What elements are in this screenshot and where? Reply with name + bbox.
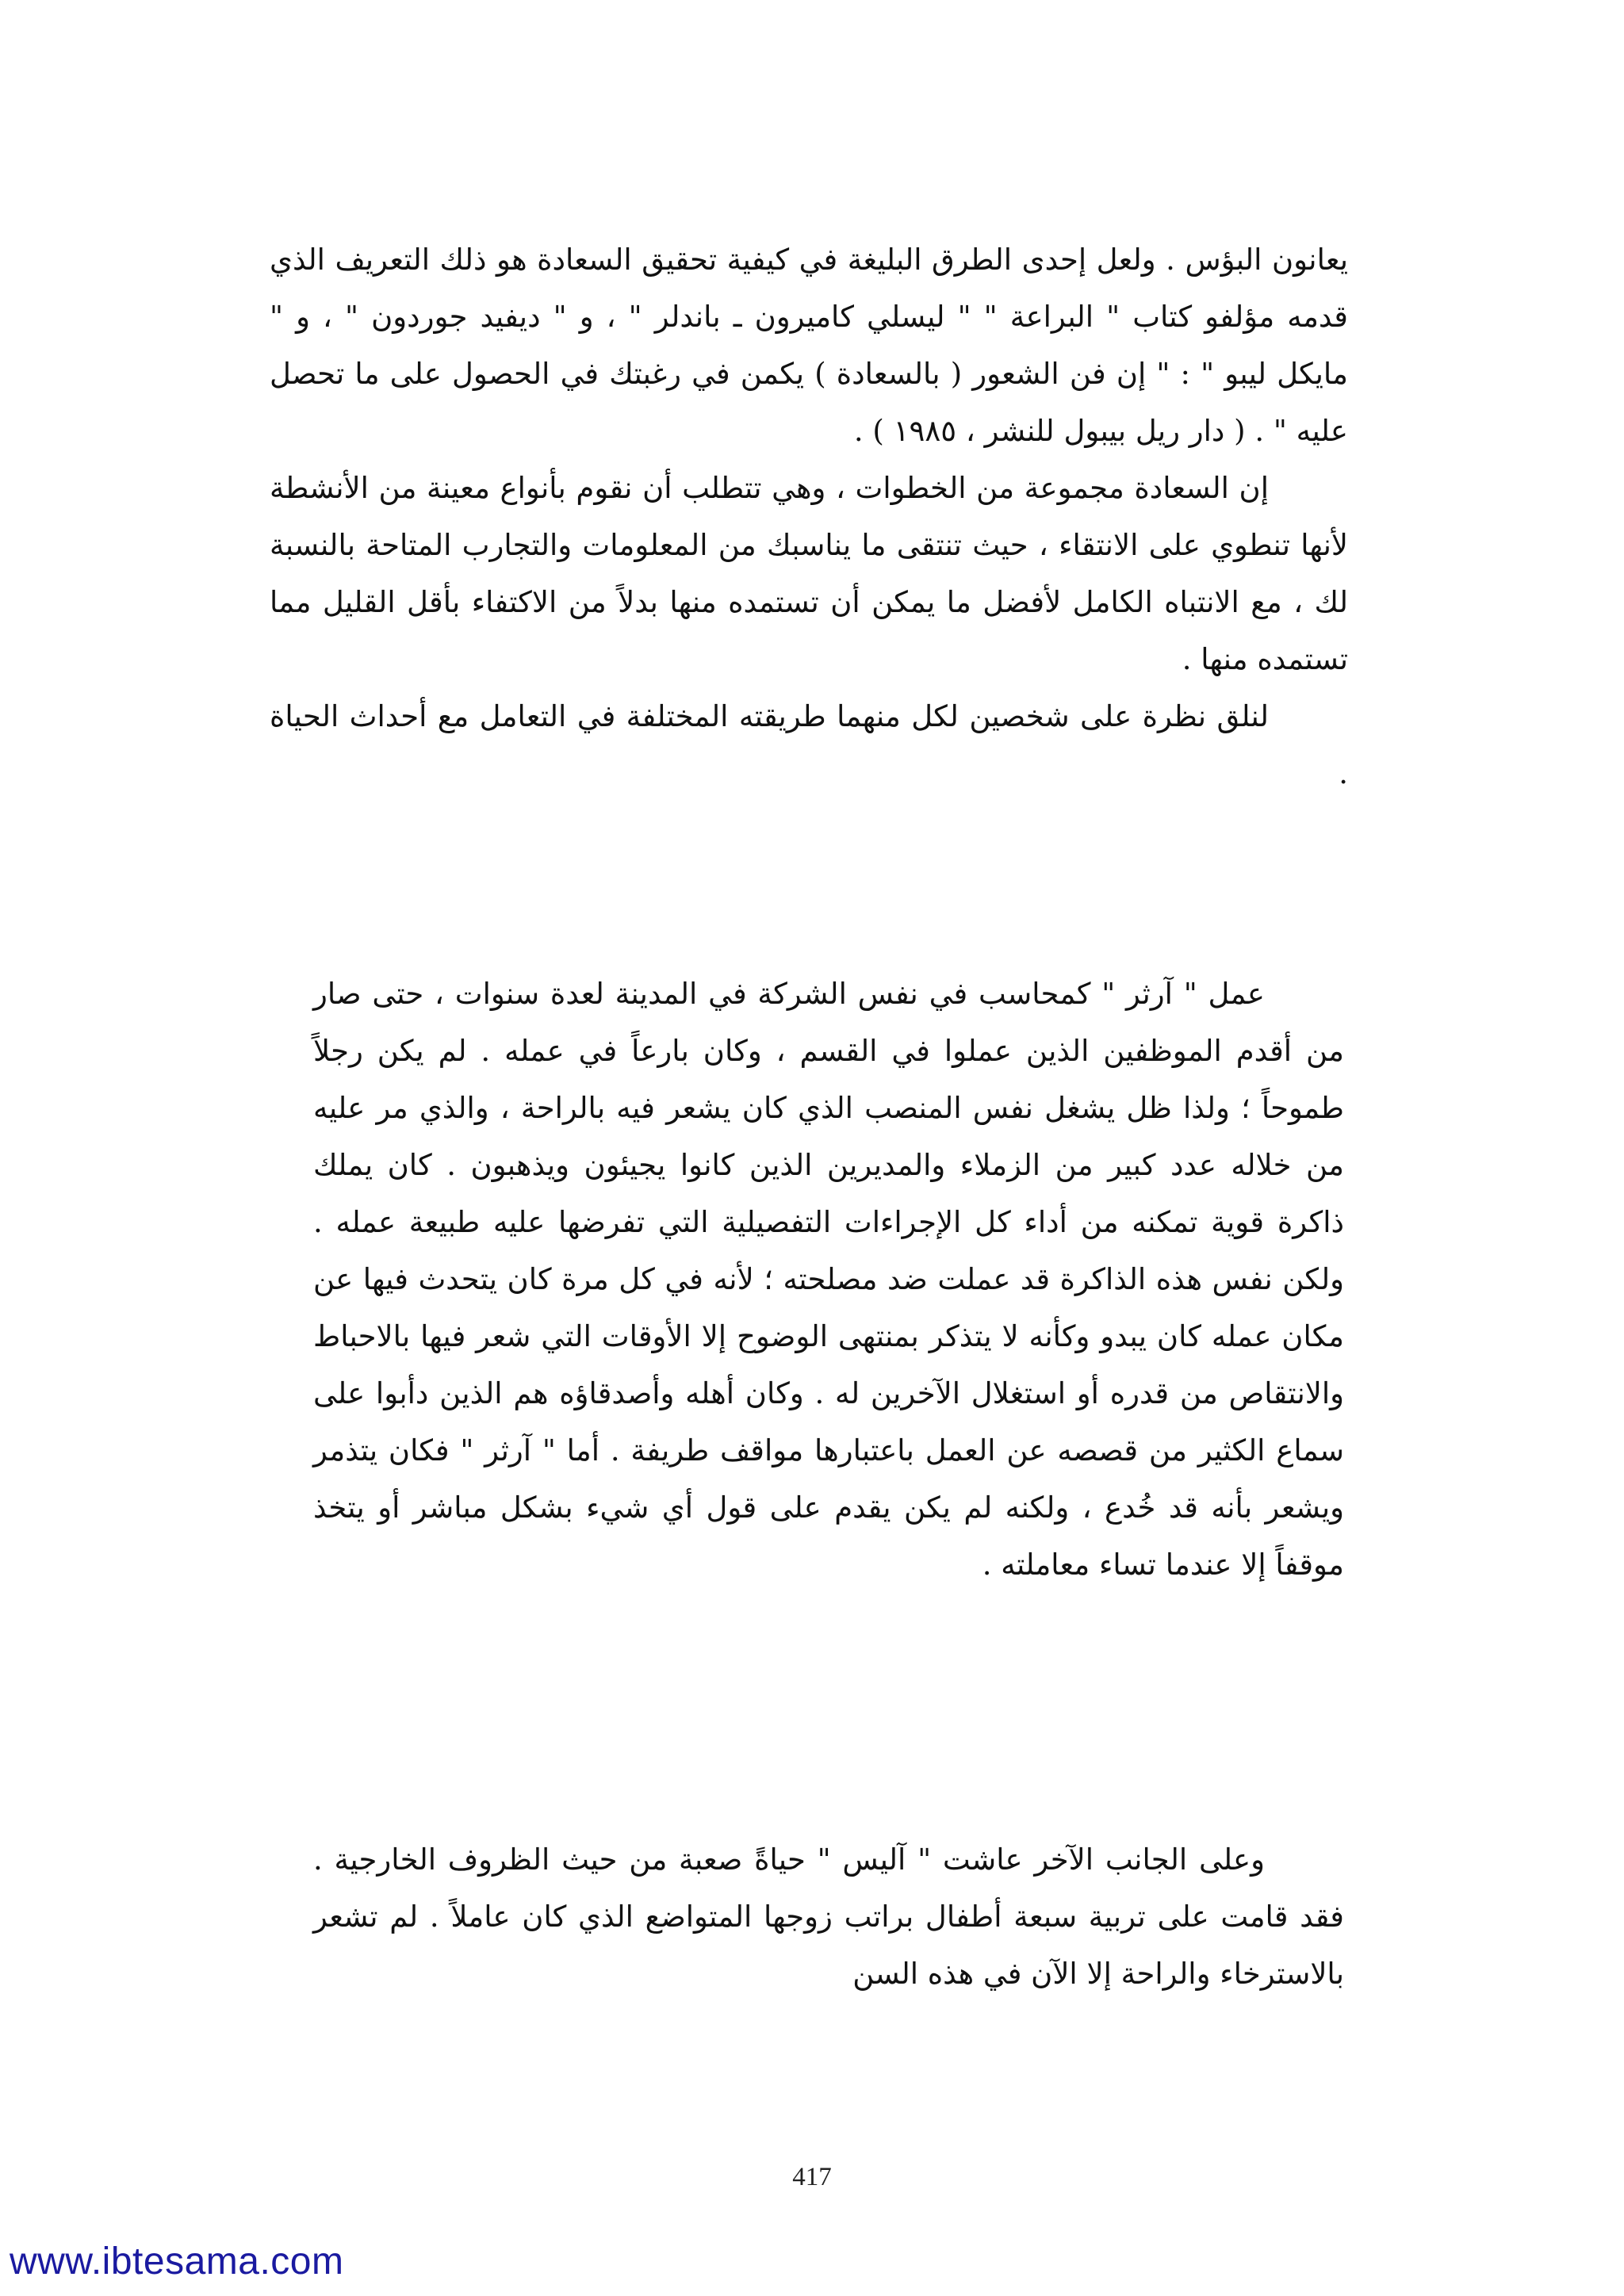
intro-paragraph-1: يعانون البؤس . ولعل إحدى الطرق البليغة في كيفية تحقيق السعادة هو ذلك التعريف الذي قدمه مؤلفو كتاب " البراعة " " ليسلي كاميرون ـ باندلر " ، و " ديفيد جوردون " ، و " مايكل ليبو " : " إن فن الشعور ( بالسعادة ) يكمن في رغبتك في الحصول على ما تحصل عليه " . ( دار ريل بيبول للنشر ، ١٩٨٥ ) . bbox=[270, 243, 1348, 448]
intro-paragraph-3: لنلق نظرة على شخصين لكل منهما طريقته المختلفة في التعامل مع أحداث الحياة . bbox=[270, 699, 1348, 790]
website-watermark: www.ibtesama.com bbox=[10, 2241, 344, 2283]
page-number: 417 bbox=[792, 2163, 832, 2191]
arthur-story-section bbox=[313, 966, 1344, 1594]
intro-section bbox=[270, 232, 1348, 802]
alice-paragraph: وعلى الجانب الآخر عاشت " آليس " حياةً صعبة من حيث الظروف الخارجية . فقد قامت على تربية سبعة أطفال براتب زوجها المتواضع الذي كان عاملاً . لم تشعر بالاسترخاء والراحة إلا الآن في هذه السن bbox=[313, 1843, 1344, 1991]
arthur-paragraph: عمل " آرثر " كمحاسب في نفس الشركة في المدينة لعدة سنوات ، حتى صار من أقدم الموظفين الذين عملوا في القسم ، وكان بارعاً في عمله . لم يكن رجلاً طموحاً ؛ ولذا ظل يشغل نفس المنصب الذي كان يشعر فيه بالراحة ، والذي مر عليه من خلاله عدد كبير من الزملاء والمديرين الذين كانوا يجيئون ويذهبون . كان يملك ذاكرة قوية تمكنه من أداء كل الإجراءات التفصيلية التي تفرضها عليه طبيعة عمله . ولكن نفس هذه الذاكرة قد عملت ضد مصلحته ؛ لأنه في كل مرة كان يتحدث فيها عن مكان عمله كان يبدو وكأنه لا يتذكر بمنتهى الوضوح إلا الأوقات التي شعر فيها بالاحباط والانتقاص من قدره أو استغلال الآخرين له . وكان أهله وأصدقاؤه هم الذين دأبوا على سماع الكثير من قصصه عن العمل باعتبارها مواقف طريفة . أما " آرثر " فكان يتذمر ويشعر بأنه قد خُدع ، ولكنه لم يكن يقدم على قول أي شيء بشكل مباشر أو يتخذ موقفاً إلا عندما تساء معاملته . bbox=[313, 977, 1344, 1582]
intro-paragraph-2: إن السعادة مجموعة من الخطوات ، وهي تتطلب أن نقوم بأنواع معينة من الأنشطة لأنها تنطوي على الانتقاء ، حيث تنتقى ما يناسبك من المعلومات والتجارب المتاحة بالنسبة لك ، مع الانتباه الكامل لأفضل ما يمكن أن تستمده منها بدلاً من الاكتفاء بأقل القليل مما تستمده منها . bbox=[270, 471, 1348, 676]
alice-story-section bbox=[313, 1831, 1344, 2003]
